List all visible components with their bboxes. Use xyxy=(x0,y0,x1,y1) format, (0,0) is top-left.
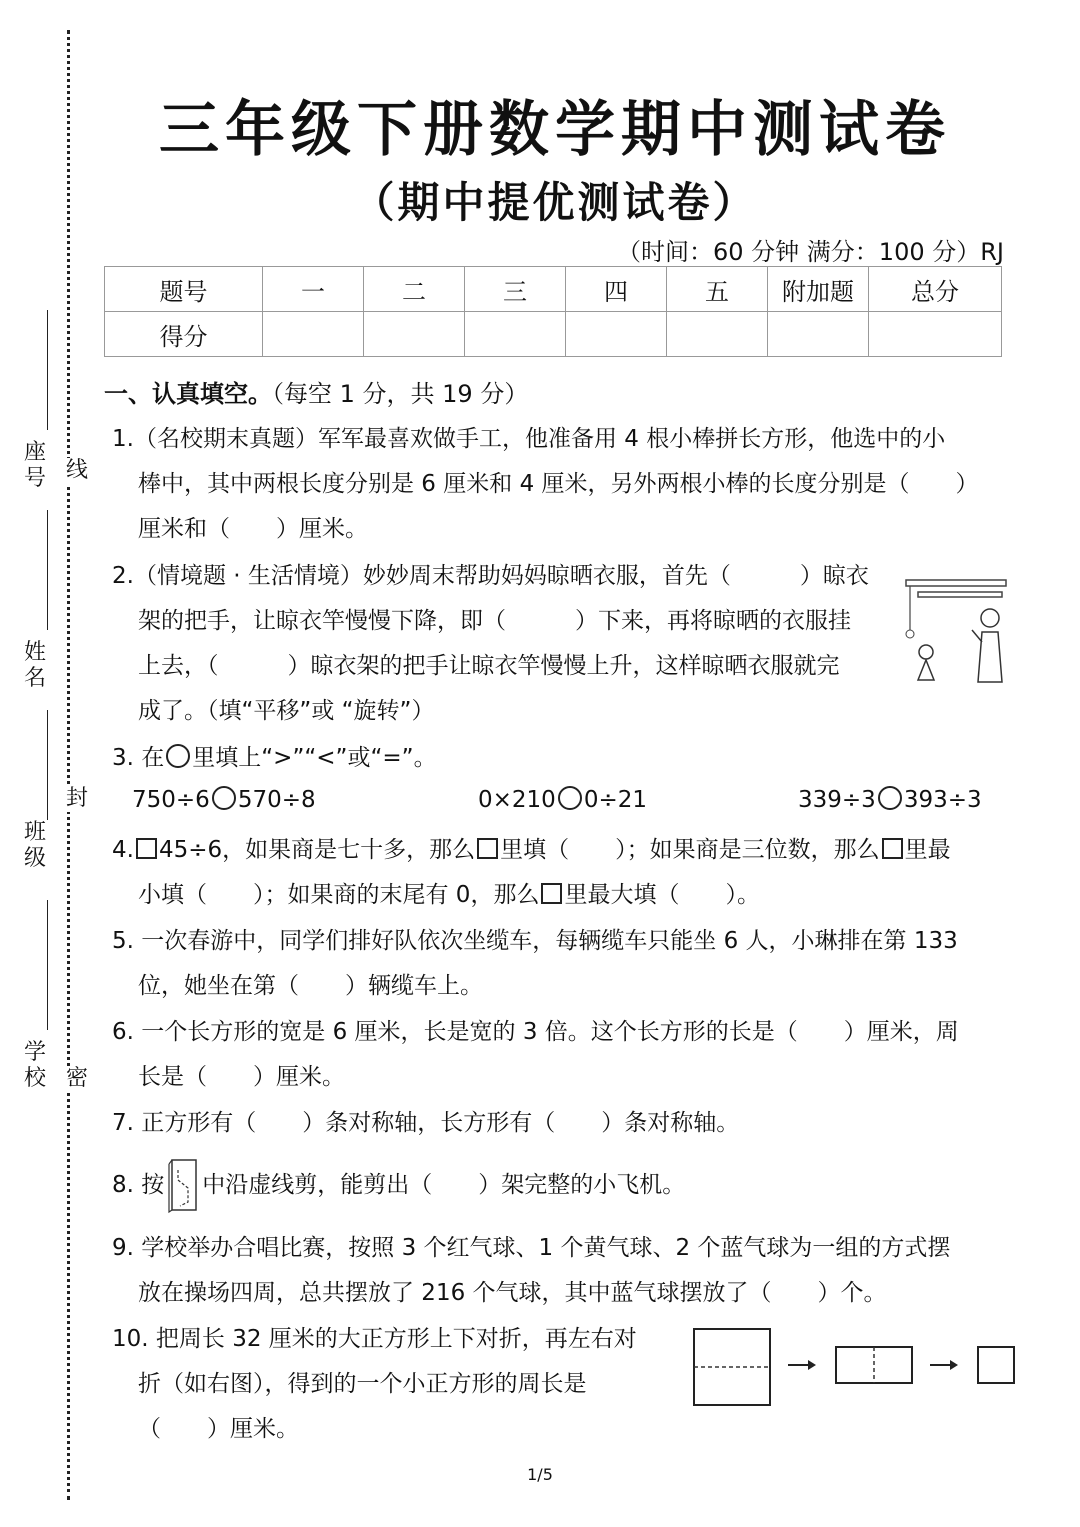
header-cell: 一 xyxy=(263,267,364,312)
exam-meta: （时间：60 分钟 满分：100 分）RJ xyxy=(617,238,1004,266)
cut-mark-secret: 密 xyxy=(65,1066,88,1091)
score-cell[interactable] xyxy=(465,312,566,357)
header-cell: 题号 xyxy=(105,267,263,312)
cut-mark-line: 线 xyxy=(65,458,88,483)
score-table-header xyxy=(105,267,1002,312)
seat-line xyxy=(47,310,48,430)
compare-a: 750÷6 570÷8 xyxy=(132,787,316,813)
small-square xyxy=(978,1347,1014,1383)
class-line xyxy=(47,710,48,820)
score-table xyxy=(104,266,1002,357)
compare-circle-c[interactable] xyxy=(878,786,902,810)
section-note: （每空 1 分，共 19 分） xyxy=(272,380,529,408)
question-9: 9. 学校举办合唱比赛，按照 3 个红气球、1 个黄气球、2 个蓝气球为一组的方式摆 放在操场四周，总共摆放了 216 个气球，其中蓝气球摆放了（ ）个。 xyxy=(112,1235,951,1306)
seat-label: 座号 xyxy=(23,440,46,491)
header-cell: 总分 xyxy=(869,267,1002,312)
header-cell: 二 xyxy=(364,267,465,312)
compare-b: 0×210 0÷21 xyxy=(478,787,647,813)
section-heading xyxy=(104,374,528,409)
blank-box[interactable] xyxy=(477,838,498,859)
blank-box[interactable] xyxy=(541,883,562,904)
score-cell[interactable] xyxy=(364,312,465,357)
section-title: 一、认真填空。 xyxy=(104,380,272,408)
question-3: 3. 在 里填上“>”“<”或“=”。 xyxy=(112,745,437,771)
question-8: 8. 按 中沿虚线剪，能剪出（ ）架完整的小飞机。 xyxy=(112,1163,685,1208)
circle-icon xyxy=(166,744,190,768)
page-number: 1/5 xyxy=(527,1465,553,1484)
school-label: 学校 xyxy=(23,1040,46,1091)
name-label: 姓名 xyxy=(23,640,46,691)
blank-box[interactable] xyxy=(136,838,157,859)
blank-box[interactable] xyxy=(882,838,903,859)
folding-diagram xyxy=(690,1325,1025,1415)
question-4: 4. 45÷6，如果商是七十多，那么 里填（ ）；如果商是三位数，那么 里最 小填（ ）；如果商的末尾有 0，那么 里最大填（ ）。 xyxy=(112,837,951,908)
question-6: 6. 一个长方形的宽是 6 厘米，长是宽的 3 倍。这个长方形的长是（ ）厘米，周 长是（ ）厘米。 xyxy=(112,1019,959,1090)
score-cell[interactable] xyxy=(768,312,869,357)
clothes-rack-illustration xyxy=(900,570,1012,690)
score-table-row xyxy=(105,312,1002,357)
page-subtitle: （期中提优测试卷） xyxy=(352,178,758,227)
cut-mark-seal: 封 xyxy=(65,786,88,811)
header-cell: 四 xyxy=(566,267,667,312)
school-line xyxy=(47,900,48,1030)
question-1: 1.（名校期末真题）军军最喜欢做手工，他准备用 4 根小棒拼长方形，他选中的小 棒中，其中两根长度分别是 6 厘米和 4 厘米，另外两根小棒的长度分别是（ ） 厘米和（ ）厘米。 xyxy=(112,426,979,542)
header-cell: 三 xyxy=(465,267,566,312)
binding-dotted-line xyxy=(67,30,70,1500)
score-cell[interactable] xyxy=(869,312,1002,357)
header-cell: 五 xyxy=(667,267,768,312)
header-cell: 附加题 xyxy=(768,267,869,312)
class-label: 班级 xyxy=(23,820,46,871)
compare-circle-b[interactable] xyxy=(558,786,582,810)
score-cell[interactable] xyxy=(667,312,768,357)
folded-paper-icon xyxy=(166,1158,200,1214)
row-label: 得分 xyxy=(105,312,263,357)
page-title: 三年级下册数学期中测试卷 xyxy=(159,95,951,165)
question-10: 10. 把周长 32 厘米的大正方形上下对折，再左右对 折（如右图），得到的一个小正方形的周长是 （ ）厘米。 xyxy=(112,1326,637,1442)
question-5: 5. 一次春游中，同学们排好队依次坐缆车，每辆缆车只能坐 6 人，小琳排在第 133 位，她坐在第（ ）辆缆车上。 xyxy=(112,928,958,999)
question-2: 2.（情境题 · 生活情境）妙妙周末帮助妈妈晾晒衣服，首先（ ）晾衣 架的把手，让晾衣竿慢慢下降，即（ ）下来，再将晾晒的衣服挂 上去，（ ）晾衣架的把手让晾衣竿慢慢上升，这样晾晒衣服就完 成了。（填“平移”或 “旋转”） xyxy=(112,563,869,724)
score-cell[interactable] xyxy=(566,312,667,357)
question-7: 7. 正方形有（ ）条对称轴，长方形有（ ）条对称轴。 xyxy=(112,1110,740,1136)
compare-c: 339÷3 393÷3 xyxy=(798,787,982,813)
name-line xyxy=(47,510,48,630)
compare-circle-a[interactable] xyxy=(212,786,236,810)
score-cell[interactable] xyxy=(263,312,364,357)
